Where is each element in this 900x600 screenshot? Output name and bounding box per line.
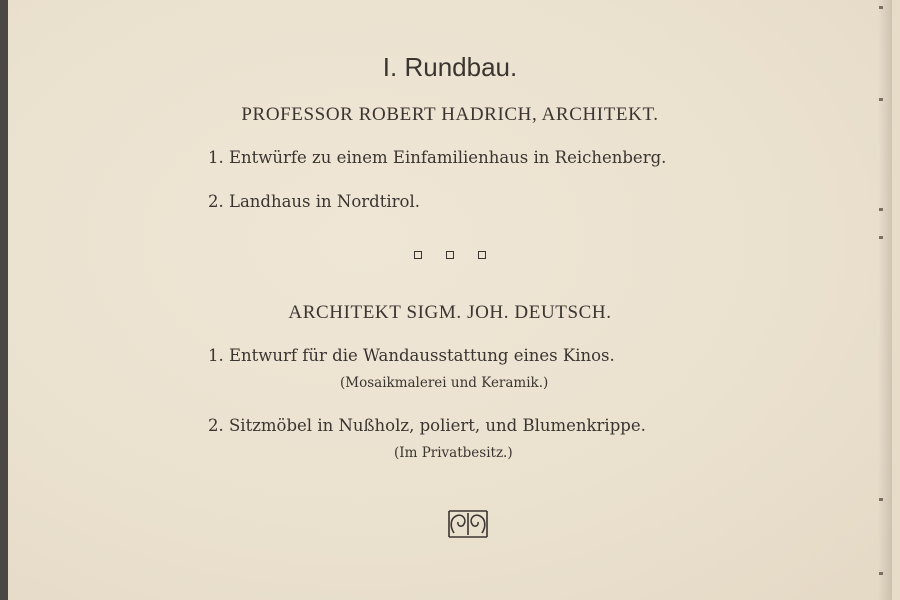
document-page (8, 0, 892, 600)
page-title: I. Rundbau. (382, 52, 518, 82)
page-mark (879, 6, 883, 9)
page-edge (892, 0, 900, 600)
page-mark (879, 208, 883, 211)
list-item: 1. Entwürfe zu einem Einfamilienhaus in Reichenberg. (208, 148, 667, 167)
list-item: 1. Entwurf für die Wandausstattung eines Kinos. (208, 346, 615, 365)
list-item-note: (Im Privatbesitz.) (394, 445, 513, 461)
page-mark (879, 498, 883, 501)
square-icon (414, 251, 422, 259)
square-icon (478, 251, 486, 259)
page-mark (879, 98, 883, 101)
list-item: 2. Landhaus in Nordtirol. (208, 192, 420, 211)
three-squares-icon (8, 251, 892, 259)
page-mark (879, 236, 883, 239)
section-heading-hadrich: PROFESSOR ROBERT HADRICH, ARCHITEKT. (241, 104, 659, 125)
list-item: 2. Sitzmöbel in Nußholz, poliert, und Blumenkrippe. (208, 416, 646, 435)
section-heading-deutsch: ARCHITEKT SIGM. JOH. DEUTSCH. (288, 302, 612, 323)
square-icon (446, 251, 454, 259)
list-item-note: (Mosaikmalerei und Keramik.) (340, 375, 549, 391)
page-mark (879, 572, 883, 575)
art-nouveau-ornament-icon (446, 507, 490, 545)
